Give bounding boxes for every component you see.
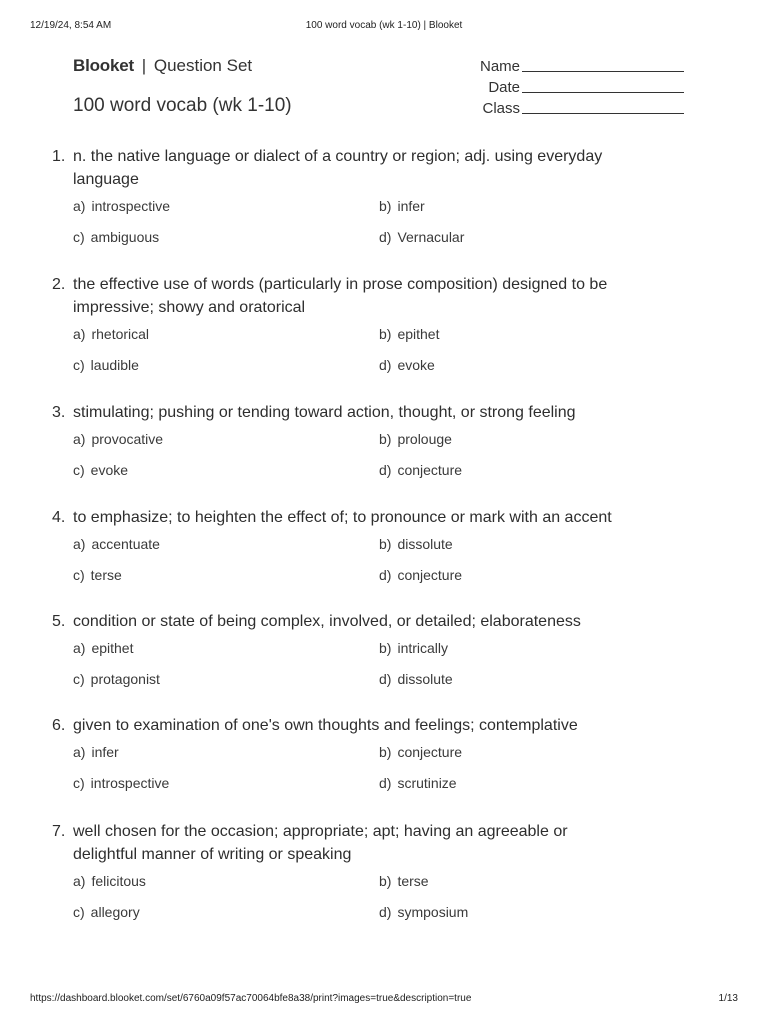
question-line: condition or state of being complex, involved, or detailed; elaborateness: [73, 613, 581, 630]
question-line: impressive; showy and oratorical: [73, 299, 306, 316]
question-7: [0, 820, 768, 928]
question-1: [0, 145, 768, 253]
option-text: dissolute: [397, 536, 453, 552]
question-4: [0, 506, 768, 591]
option-letter: d): [379, 567, 392, 583]
option-letter: d): [379, 357, 392, 373]
option-text: introspective: [91, 198, 171, 214]
option-text: prolouge: [397, 431, 452, 447]
option-text: epithet: [91, 640, 134, 656]
option-text: laudible: [90, 357, 139, 373]
question-text: [0, 273, 673, 319]
option-text: evoke: [90, 462, 129, 478]
answer-option-c: [73, 775, 169, 791]
option-letter: b): [379, 198, 392, 214]
option-text: symposium: [397, 904, 469, 920]
info-label: Date: [488, 79, 520, 96]
answer-option-b: [379, 198, 425, 214]
option-text: dissolute: [397, 671, 453, 687]
answer-option-b: [379, 873, 429, 889]
option-letter: d): [379, 775, 392, 791]
option-letter: b): [379, 640, 392, 656]
option-text: epithet: [397, 326, 440, 342]
option-text: conjecture: [397, 567, 463, 583]
option-letter: c): [73, 671, 85, 687]
question-5: [0, 610, 768, 695]
option-letter: d): [379, 904, 392, 920]
answer-option-d: [379, 671, 453, 687]
answer-option-d: [379, 775, 457, 791]
class-blank-line: [522, 113, 684, 114]
answer-option-a: [73, 198, 170, 214]
question-number: 7.: [52, 823, 66, 840]
answer-options: [0, 529, 768, 591]
answer-option-d: [379, 462, 462, 478]
answer-option-c: [73, 671, 160, 687]
option-letter: a): [73, 744, 86, 760]
answer-option-a: [73, 326, 149, 342]
option-text: intrically: [397, 640, 449, 656]
set-title: 100 word vocab (wk 1-10): [73, 95, 292, 116]
blooket-logo: Blooket: [73, 56, 134, 75]
option-letter: a): [73, 431, 86, 447]
answer-options: [0, 737, 768, 799]
student-info-block: [440, 57, 690, 120]
option-letter: c): [73, 229, 85, 245]
answer-option-c: [73, 357, 139, 373]
option-text: terse: [397, 873, 429, 889]
question-line: the effective use of words (particularly in prose composition) designed to be: [73, 276, 608, 293]
option-text: allegory: [90, 904, 140, 920]
question-number: 1.: [52, 148, 66, 165]
option-letter: b): [379, 873, 392, 889]
option-letter: a): [73, 536, 86, 552]
answer-option-d: [379, 567, 462, 583]
answer-option-d: [379, 357, 435, 373]
question-text: [0, 506, 673, 529]
option-text: scrutinize: [397, 775, 457, 791]
answer-option-a: [73, 431, 163, 447]
option-text: conjecture: [397, 744, 463, 760]
option-text: ambiguous: [90, 229, 160, 245]
question-3: [0, 401, 768, 486]
answer-option-a: [73, 744, 119, 760]
question-text: [0, 145, 673, 191]
question-line: delightful manner of writing or speaking: [73, 846, 352, 863]
info-label: Name: [479, 58, 520, 75]
print-url: https://dashboard.blooket.com/set/6760a09f57ac70064bfe8a38/print?images=true&description=true: [30, 993, 472, 1004]
question-text: [0, 401, 673, 424]
question-number: 6.: [52, 717, 66, 734]
answer-options: [0, 319, 768, 381]
option-letter: c): [73, 357, 85, 373]
answer-option-c: [73, 567, 122, 583]
answer-option-d: [379, 904, 468, 920]
answer-option-d: [379, 229, 464, 245]
question-line: n. the native language or dialect of a country or region; adj. using everyday: [73, 148, 603, 165]
option-letter: b): [379, 431, 392, 447]
option-text: Vernacular: [397, 229, 465, 245]
print-datetime: 12/19/24, 8:54 AM: [30, 20, 112, 31]
answer-option-b: [379, 640, 448, 656]
question-number: 5.: [52, 613, 66, 630]
option-letter: d): [379, 462, 392, 478]
info-row-class: [440, 99, 690, 120]
option-letter: b): [379, 744, 392, 760]
print-page-number: 1/13: [718, 993, 738, 1004]
answer-option-a: [73, 873, 146, 889]
answer-option-a: [73, 640, 134, 656]
question-number: 3.: [52, 404, 66, 421]
question-line: stimulating; pushing or tending toward action, thought, or strong feeling: [73, 404, 576, 421]
answer-option-c: [73, 904, 140, 920]
option-text: protagonist: [90, 671, 160, 687]
option-text: conjecture: [397, 462, 463, 478]
option-letter: a): [73, 640, 86, 656]
info-row-date: [440, 78, 690, 99]
option-text: introspective: [90, 775, 170, 791]
question-6: [0, 714, 768, 799]
option-letter: d): [379, 229, 392, 245]
question-number: 4.: [52, 509, 66, 526]
question-line: to emphasize; to heighten the effect of; to pronounce or mark with an accent: [73, 509, 612, 526]
print-page-title: 100 word vocab (wk 1-10) | Blooket: [305, 20, 463, 31]
answer-option-c: [73, 462, 128, 478]
answer-options: [0, 191, 768, 253]
answer-option-b: [379, 536, 453, 552]
answer-option-b: [379, 744, 462, 760]
option-text: evoke: [397, 357, 435, 373]
question-line: well chosen for the occasion; appropriate; apt; having an agreeable or: [73, 823, 568, 840]
option-text: infer: [91, 744, 119, 760]
question-text: [0, 714, 673, 737]
answer-option-b: [379, 326, 440, 342]
option-text: accentuate: [91, 536, 160, 552]
option-letter: c): [73, 775, 85, 791]
question-text: [0, 820, 673, 866]
option-text: infer: [397, 198, 425, 214]
option-letter: a): [73, 198, 86, 214]
question-line: given to examination of one's own thoughts and feelings; contemplative: [73, 717, 578, 734]
question-line: language: [73, 171, 139, 188]
answer-option-a: [73, 536, 160, 552]
option-text: felicitous: [91, 873, 146, 889]
option-text: rhetorical: [91, 326, 150, 342]
answer-option-b: [379, 431, 452, 447]
answer-options: [0, 424, 768, 486]
option-letter: a): [73, 873, 86, 889]
brand-separator: |: [141, 56, 147, 75]
answer-options: [0, 866, 768, 928]
date-blank-line: [522, 92, 684, 93]
answer-option-c: [73, 229, 159, 245]
name-blank-line: [522, 71, 684, 72]
option-text: terse: [90, 567, 122, 583]
option-letter: a): [73, 326, 86, 342]
brand-subtitle: Question Set: [153, 56, 253, 75]
info-label: Class: [482, 100, 520, 117]
option-letter: d): [379, 671, 392, 687]
question-text: [0, 610, 673, 633]
brand-heading: [73, 56, 252, 76]
answer-options: [0, 633, 768, 695]
option-letter: c): [73, 567, 85, 583]
question-2: [0, 273, 768, 381]
option-letter: b): [379, 326, 392, 342]
option-letter: b): [379, 536, 392, 552]
info-row-name: [440, 57, 690, 78]
option-letter: c): [73, 462, 85, 478]
option-text: provocative: [91, 431, 164, 447]
option-letter: c): [73, 904, 85, 920]
question-number: 2.: [52, 276, 66, 293]
